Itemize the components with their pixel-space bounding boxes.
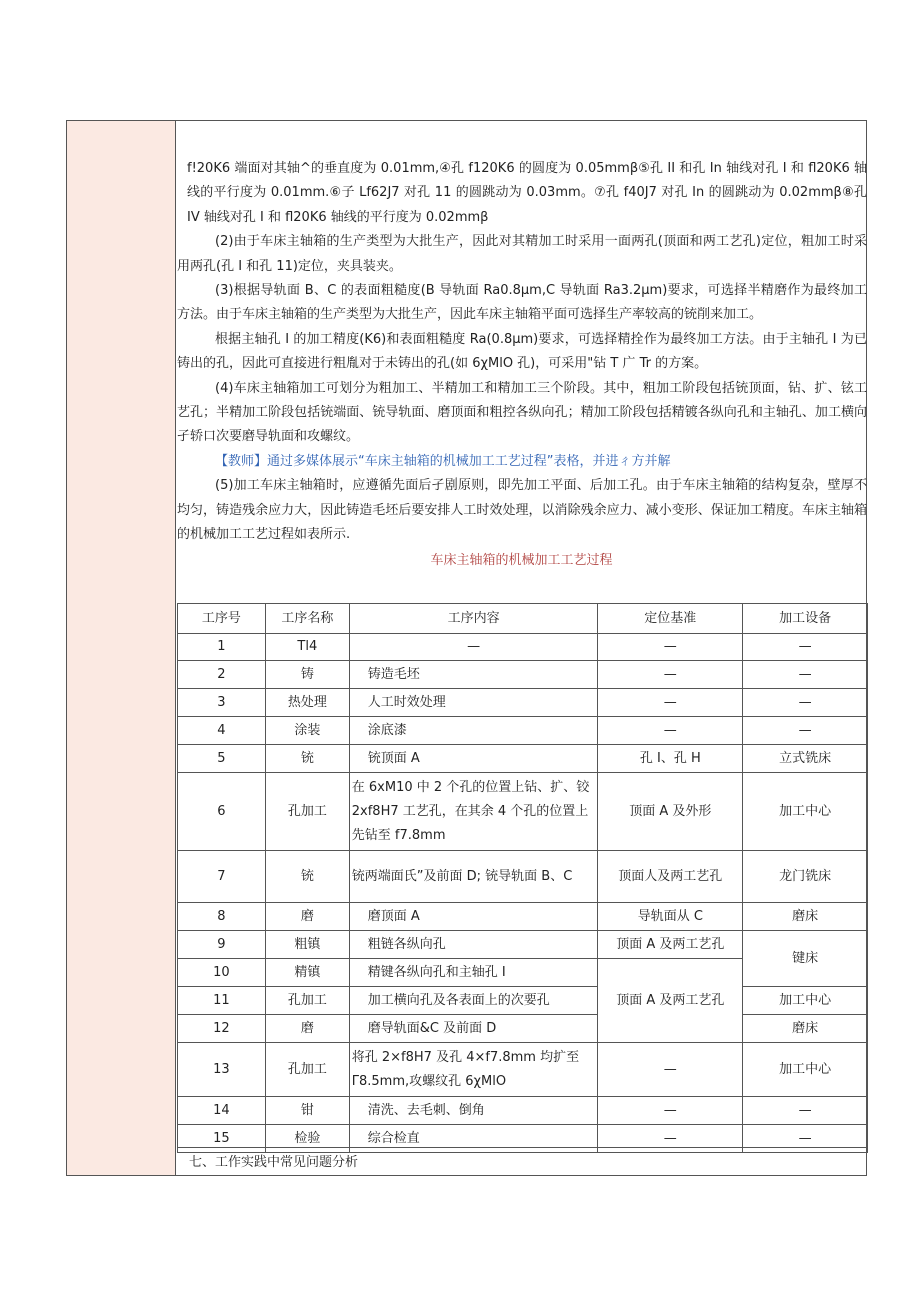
table-cell: —: [743, 1125, 868, 1153]
table-row: [178, 851, 868, 903]
table-cell: 5: [178, 745, 266, 773]
table-cell: 6: [178, 773, 266, 851]
table-cell: Tl4: [265, 634, 349, 661]
table-cell: 顶面 A 及两工艺孔: [598, 931, 743, 959]
table-cell: 立式铣床: [743, 745, 868, 773]
table-cell: 粗链各纵向孔: [349, 931, 598, 959]
table-cell: 龙门铣床: [743, 851, 868, 903]
table-cell: 顶面人及两工艺孔: [598, 851, 743, 903]
table-header-row: [178, 604, 868, 634]
table-row: [178, 745, 868, 773]
table-cell: 铳两端面氏”及前面 D; 铳导轨面 B、C: [349, 851, 598, 903]
section-heading: 七、工作实践中常见问题分析: [177, 1147, 868, 1176]
table-cell: 铸: [265, 661, 349, 689]
table-cell: —: [598, 1043, 743, 1097]
table-cell: 加工中心: [743, 773, 868, 851]
header-cell: 工序内容: [349, 604, 598, 634]
table-cell: 加工中心: [743, 987, 868, 1015]
table-cell: —: [598, 1125, 743, 1153]
left-column: [67, 121, 176, 1175]
table-cell: —: [743, 661, 868, 689]
table-cell: 键床: [743, 931, 868, 987]
table-cell: 磨顶面 A: [349, 903, 598, 931]
table-cell: 2: [178, 661, 266, 689]
table-cell: 磨床: [743, 1015, 868, 1043]
table-row: [178, 773, 868, 851]
table-cell: —: [349, 634, 598, 661]
table-cell: 10: [178, 959, 266, 987]
table-row: [178, 1015, 868, 1043]
header-cell: 工序名称: [265, 604, 349, 634]
table-cell: 在 6xM10 中 2 个孔的位置上钻、扩、铰 2xf8H7 工艺孔，在其余 4 个孔的位置上先钻至 f7.8mm: [349, 773, 598, 851]
table-cell: 检验: [265, 1125, 349, 1153]
table-row: [178, 634, 868, 661]
table-cell: 顶面 A 及两工艺孔: [598, 959, 743, 1043]
table-cell: 磨床: [743, 903, 868, 931]
header-cell: 工序号: [178, 604, 266, 634]
table-cell: —: [598, 1097, 743, 1125]
paragraph: (3)根据导轨面 B、C 的表面粗糙度(B 导轨面 Ra0.8μm,C 导轨面 Ra3.2μm)要求，可选择半精磨作为最终加工方法。由于车床主轴箱的生产类型为大批生产，因此车床主轴箱平面可选择生产率较高的铳削来加工。: [177, 283, 867, 323]
table-cell: 磨导轨面&C 及前面 D: [349, 1015, 598, 1043]
body-text: [177, 157, 867, 548]
table-cell: 精镇: [265, 959, 349, 987]
table-cell: —: [743, 717, 868, 745]
table-cell: 1: [178, 634, 266, 661]
table-cell: 4: [178, 717, 266, 745]
table-cell: 铳顶面 A: [349, 745, 598, 773]
table-cell: 铳: [265, 745, 349, 773]
paragraph: f!20K6 端面对其轴^的垂直度为 0.01mm,④孔 f120K6 的圆度为 0.05mmβ⑤孔 II 和孔 In 轴线对孔 I 和 fl20K6 轴线的平行度为 0.01mm.⑥子 Lf62J7 对孔 11 的圆跳动为 0.03mm。⑦孔 f40J7 对孔 In 的圆跳动为 0.02mmβ⑧孔 IV 轴线对孔 I 和 fl20K6 轴线的平行度为 0.02mmβ: [187, 161, 867, 225]
table-row: [178, 717, 868, 745]
paragraph: 根据主轴孔 I 的加工精度(K6)和表面粗糙度 Ra(0.8μm)要求，可选择精拴作为最终加工方法。由于主轴孔 I 为已铸出的孔，因此可直接进行粗胤对于未铸出的孔(如 6χMlO 孔)，可采用"钻 T 广 Tr 的方案。: [177, 331, 867, 372]
table-cell: —: [598, 661, 743, 689]
table-cell: 13: [178, 1043, 266, 1097]
table-row: [178, 1043, 868, 1097]
table-row: [178, 987, 868, 1015]
content-cell: [177, 121, 866, 1175]
table-cell: 7: [178, 851, 266, 903]
table-row: [178, 661, 868, 689]
table-cell: 磨: [265, 903, 349, 931]
table-cell: —: [598, 717, 743, 745]
paragraph: (5)加工车床主轴箱时，应遵循先面后孑剧原则，即先加工平面、后加工孔。由于车床主轴箱的结构复杂，壁厚不均匀，铸造残余应力大，因此铸造毛坯后要安排人工时效处理，以消除残余应力、减小变形、保证加工精度。车床主轴箱的机械加工工艺过程如表所示.: [177, 478, 867, 543]
lesson-frame: [66, 120, 867, 1176]
table-cell: 涂底漆: [349, 717, 598, 745]
table-cell: —: [598, 634, 743, 661]
table-cell: 9: [178, 931, 266, 959]
process-table: [177, 603, 868, 1153]
table-cell: —: [598, 689, 743, 717]
table-cell: 磨: [265, 1015, 349, 1043]
table-cell: 铸造毛坯: [349, 661, 598, 689]
table-cell: 孔加工: [265, 987, 349, 1015]
table-cell: 8: [178, 903, 266, 931]
header-cell: 加工设备: [743, 604, 868, 634]
table-row: [178, 689, 868, 717]
table-row: [178, 903, 868, 931]
table-cell: —: [743, 634, 868, 661]
table-cell: 孔加工: [265, 1043, 349, 1097]
table-cell: 3: [178, 689, 266, 717]
table-cell: 孔 I、孔 H: [598, 745, 743, 773]
table-cell: —: [743, 689, 868, 717]
table-cell: 导轨面从 C: [598, 903, 743, 931]
table-row: [178, 1097, 868, 1125]
table-cell: 将孔 2×f8H7 及孔 4×f7.8mm 均扩至 Γ8.5mm,攻螺纹孔 6χMlO: [349, 1043, 598, 1097]
table-cell: 加工横向孔及各表面上的次要孔: [349, 987, 598, 1015]
header-cell: 定位基准: [598, 604, 743, 634]
table-cell: 15: [178, 1125, 266, 1153]
table-cell: 精键各纵向孔和主轴孔 I: [349, 959, 598, 987]
table-cell: 铳: [265, 851, 349, 903]
table-caption: 车床主轴箱的机械加工工艺过程: [430, 553, 613, 568]
table-cell: 人工时效处理: [349, 689, 598, 717]
paragraph: (4)车床主轴箱加工可划分为粗加工、半精加工和精加工三个阶段。其中，粗加工阶段包括铳顶面，钻、扩、铉工艺孔；半精加工阶段包括铳端面、铳导轨面、磨顶面和粗控各纵向孔；精加工阶段包括精镀各纵向孔和主轴孔、加工横向孑轿口次要磨导轨面和攻螺纹。: [177, 380, 867, 445]
table-row: [178, 931, 868, 959]
table-cell: 热处理: [265, 689, 349, 717]
table-cell: —: [743, 1097, 868, 1125]
teacher-note: 【教师】通过多媒体展示“车床主轴箱的机械加工工艺过程”表格，并进ㄔ方并解: [215, 453, 671, 469]
table-cell: 清洗、去毛刺、倒角: [349, 1097, 598, 1125]
table-cell: 钳: [265, 1097, 349, 1125]
paragraph: (2)由于车床主轴箱的生产类型为大批生产，因此对其精加工时采用一面两孔(顶面和两工艺孔)定位，粗加工时采用两孔(孔 I 和孔 11)定位，夹具装夹。: [177, 234, 867, 274]
table-cell: 14: [178, 1097, 266, 1125]
table-cell: 12: [178, 1015, 266, 1043]
table-cell: 加工中心: [743, 1043, 868, 1097]
table-cell: 孔加工: [265, 773, 349, 851]
table-cell: 涂装: [265, 717, 349, 745]
table-cell: 11: [178, 987, 266, 1015]
table-cell: 顶面 A 及外形: [598, 773, 743, 851]
table-cell: 粗镇: [265, 931, 349, 959]
table-cell: 综合检直: [349, 1125, 598, 1153]
